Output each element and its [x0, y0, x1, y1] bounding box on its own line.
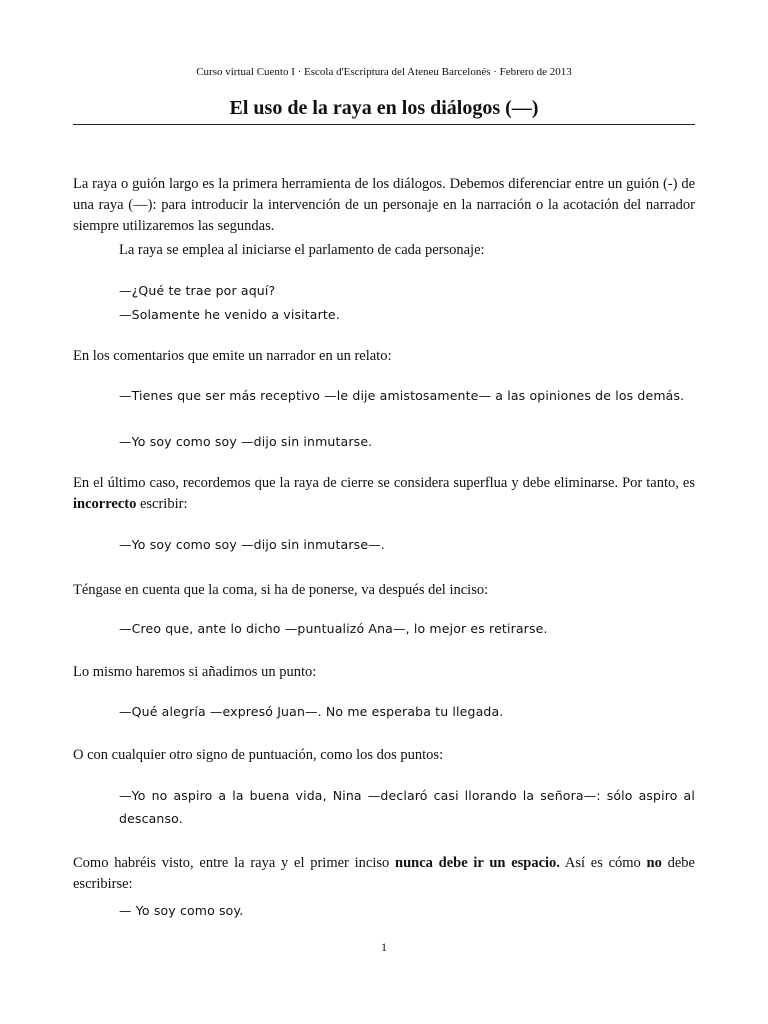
comments-paragraph: En los comentarios que emite un narrador en un relato:	[73, 348, 392, 364]
never-space-emphasis: nunca debe ir un espacio.	[395, 855, 560, 871]
example-7: — Yo soy como soy.	[119, 903, 244, 918]
period-paragraph: Lo mismo haremos si añadimos un punto:	[73, 664, 317, 680]
comma-paragraph: Téngase en cuenta que la coma, si ha de ponerse, va después del inciso:	[73, 582, 489, 598]
example-1b: —Solamente he venido a visitarte.	[119, 307, 340, 322]
example-4: —Creo que, ante lo dicho —puntualizó Ana—, lo mejor es retirarse.	[119, 621, 548, 636]
example-2b: —Yo soy como soy —dijo sin inmutarse.	[119, 434, 373, 449]
intro-paragraph: La raya o guión largo es la primera herramienta de los diálogos. Debemos diferenciar entre un guión (-) de una raya (—): para introducir la intervención de un personaje en la narración o la acotación del narrador siempre utilizaremos las segundas.	[73, 176, 695, 234]
page-number: 1	[381, 940, 387, 954]
title-divider	[73, 124, 695, 125]
example-6: —Yo no aspiro a la buena vida, Nina —declaró casi llorando la señora—: sólo aspiro al descanso.	[119, 788, 695, 826]
spacing-text-end: debe escribirse:	[73, 855, 695, 892]
example-3: —Yo soy como soy —dijo sin inmutarse—.	[119, 537, 385, 552]
last-case-paragraph	[73, 473, 695, 515]
last-case-text-end: escribir:	[136, 496, 188, 512]
no-emphasis: no	[646, 855, 662, 871]
spacing-text-mid: Así es cómo	[559, 855, 647, 871]
last-case-text: En el último caso, recordemos que la raya de cierre se considera superflua y debe eliminarse. Por tanto, es	[73, 475, 695, 491]
example-2a: —Tienes que ser más receptivo —le dije amistosamente— a las opiniones de los demás.	[119, 388, 685, 403]
running-header: Curso virtual Cuento I · Escola d'Escriptura del Ateneu Barcelonés · Febrero de 2013	[196, 66, 572, 78]
spacing-text: Como habréis visto, entre la raya y el primer inciso	[73, 855, 395, 871]
example-1a: —¿Qué te trae por aquí?	[119, 283, 276, 298]
example-5: —Qué alegría —expresó Juan—. No me esperaba tu llegada.	[119, 704, 504, 719]
page-title: El uso de la raya en los diálogos (—)	[229, 97, 539, 119]
spacing-paragraph	[73, 853, 695, 895]
incorrect-emphasis: incorrecto	[73, 496, 137, 512]
other-punctuation-paragraph: O con cualquier otro signo de puntuación, como los dos puntos:	[73, 747, 444, 763]
intro-paragraph-2: La raya se emplea al iniciarse el parlamento de cada personaje:	[119, 242, 485, 258]
